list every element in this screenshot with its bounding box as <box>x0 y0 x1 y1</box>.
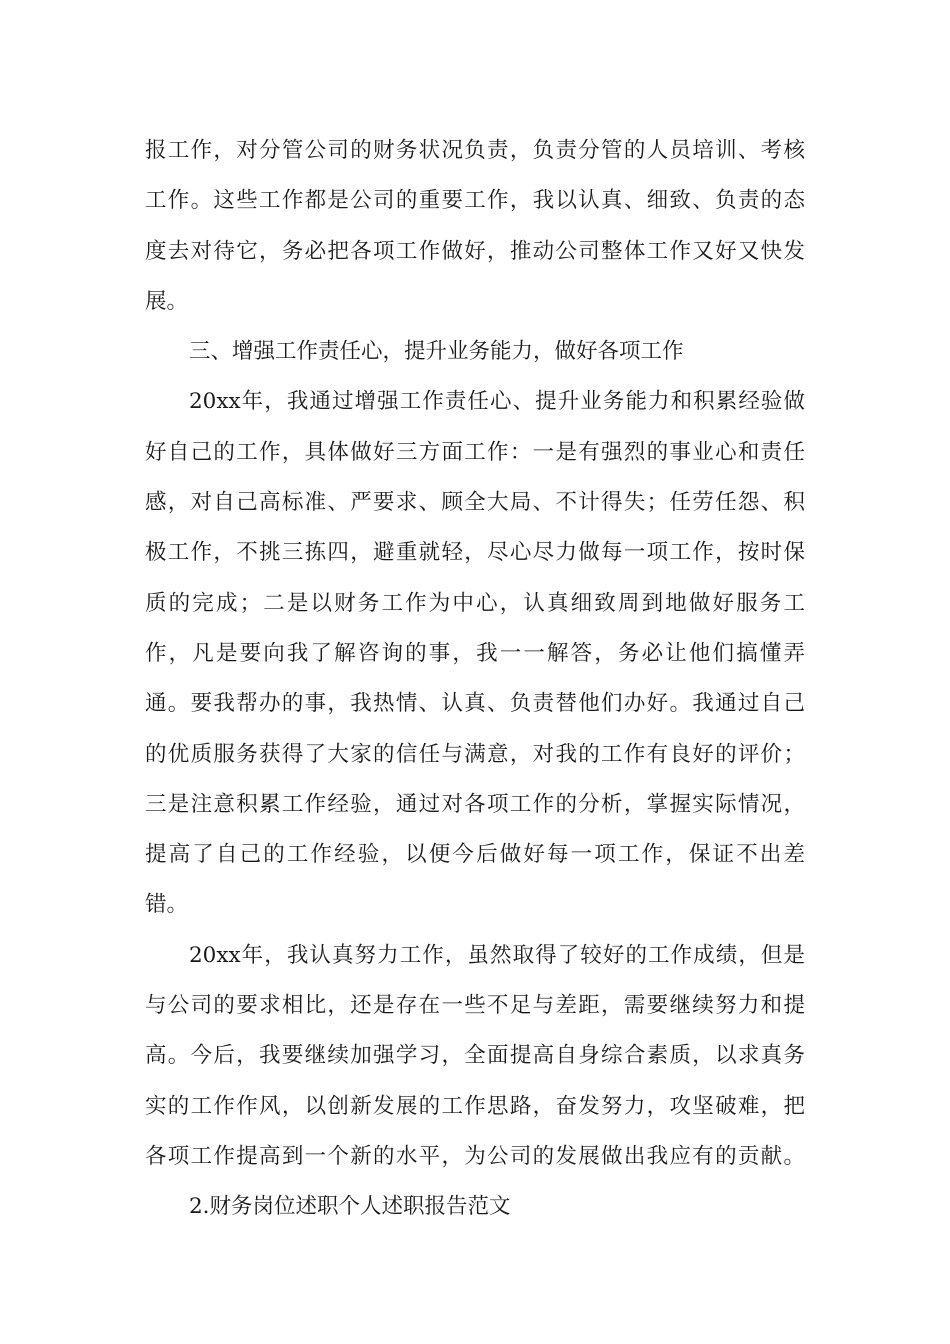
text-line: 报工作，对分管公司的财务状况负责，负责分管的人员培训、考核 <box>145 138 805 163</box>
text-line: 度去对待它，务必把各项工作做好，推动公司整体工作又好又快发 <box>145 238 805 264</box>
text-line: 展。 <box>145 288 189 314</box>
text-line: 20xx年，我认真努力工作，虽然取得了较好的工作成绩，但是 <box>189 942 805 968</box>
text-line: 感，对自己高标准、严要求、顾全大局、不计得失；任劳任怨、积 <box>145 490 805 516</box>
text-line: 质的完成；二是以财务工作为中心，认真细致周到地做好服务工 <box>145 590 805 616</box>
text-line: 提高了自己的工作经验，以便今后做好每一项工作，保证不出差 <box>145 842 805 868</box>
text-line: 好自己的工作，具体做好三方面工作：一是有强烈的事业心和责任 <box>145 439 805 465</box>
section-heading: 三、增强工作责任心，提升业务能力，做好各项工作 <box>189 339 684 365</box>
text-line: 的优质服务获得了大家的信任与满意，对我的工作有良好的评价； <box>145 741 805 767</box>
text-line: 错。 <box>145 892 189 918</box>
text-line: 实的工作作风，以创新发展的工作思路，奋发努力，攻坚破难，把 <box>145 1093 805 1119</box>
text-line: 工作。这些工作都是公司的重要工作，我以认真、细致、负责的态 <box>145 188 805 214</box>
text-line: 极工作，不挑三拣四，避重就轻，尽心尽力做每一项工作，按时保 <box>145 540 805 566</box>
text-line: 与公司的要求相比，还是存在一些不足与差距，需要继续努力和提 <box>145 993 805 1019</box>
document-body <box>145 126 805 1233</box>
section-heading: 2.财务岗位述职个人述职报告范文 <box>189 1194 511 1220</box>
text-line: 高。今后，我要继续加强学习，全面提高自身综合素质，以求真务 <box>145 1043 805 1069</box>
text-line: 通。要我帮办的事，我热情、认真、负责替他们办好。我通过自己 <box>145 691 805 717</box>
text-line: 各项工作提高到一个新的水平，为公司的发展做出我应有的贡献。 <box>145 1143 805 1169</box>
text-line: 20xx年，我通过增强工作责任心、提升业务能力和积累经验做 <box>189 389 805 415</box>
text-line: 作，凡是要向我了解咨询的事，我一一解答，务必让他们搞懂弄 <box>145 640 805 666</box>
text-line: 三是注意积累工作经验，通过对各项工作的分析，掌握实际情况， <box>145 791 805 817</box>
